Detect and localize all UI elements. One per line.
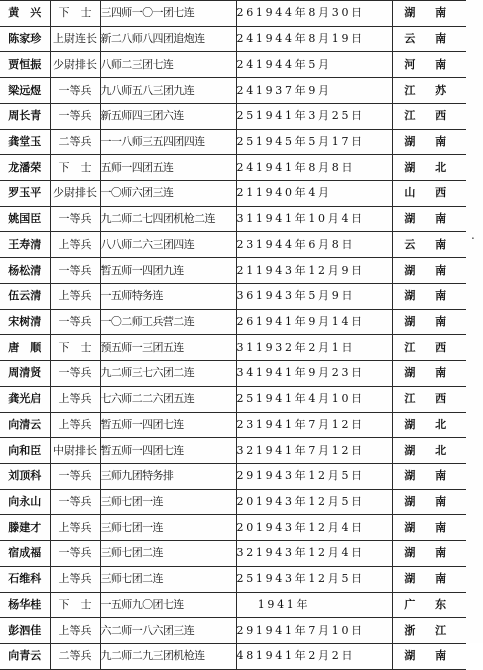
soldier-unit: 五师一四团五连	[100, 155, 236, 181]
soldier-unit: 新二八师八四团追炮连	[100, 26, 236, 52]
soldier-name: 周清贤	[0, 361, 50, 387]
soldier-native-place: 湖 南	[392, 643, 466, 669]
soldier-name: 杨华桂	[0, 592, 50, 618]
soldier-age-and-death-date: 2 1 1 9 4 3 年 1 2 月 9 日	[236, 258, 392, 284]
soldier-age-and-death-date: 2 6 1 9 4 1 年 9 月 1 4 日	[236, 309, 392, 335]
soldier-native-place: 广 东	[392, 592, 466, 618]
soldier-rank: 少尉排长	[50, 181, 100, 207]
soldier-native-place: 湖 南	[392, 1, 466, 27]
soldier-rank: 中尉排长	[50, 438, 100, 464]
soldier-age-and-death-date: 2 5 1 9 4 3 年 1 2 月 5 日	[236, 566, 392, 592]
soldier-native-place: 江 西	[392, 386, 466, 412]
soldier-unit: 新五师四三团六连	[100, 103, 236, 129]
soldier-rank: 一等兵	[50, 78, 100, 104]
soldier-rank: 下 士	[50, 592, 100, 618]
soldier-name: 龙潘荣	[0, 155, 50, 181]
table-row	[0, 618, 466, 644]
soldier-native-place: 江 西	[392, 103, 466, 129]
soldier-unit: 一〇师六团三连	[100, 181, 236, 207]
soldier-native-place: 云 南	[392, 26, 466, 52]
soldier-age-and-death-date: 2 6 1 9 4 4 年 8 月 3 0 日	[236, 1, 392, 27]
soldier-age-and-death-date: 2 5 1 9 4 1 年 4 月 1 0 日	[236, 386, 392, 412]
soldier-unit: 八师二三团七连	[100, 52, 236, 78]
soldier-name: 彭泗佳	[0, 618, 50, 644]
roster-body	[0, 1, 466, 670]
table-row	[0, 155, 466, 181]
soldier-unit: 预五师一三团五连	[100, 335, 236, 361]
soldier-age-and-death-date: 4 8 1 9 4 1 年 2 月 2 日	[236, 643, 392, 669]
table-row	[0, 541, 466, 567]
soldier-name: 石维科	[0, 566, 50, 592]
table-row	[0, 361, 466, 387]
soldier-unit: 九二师三七六团二连	[100, 361, 236, 387]
soldier-name: 贾恒振	[0, 52, 50, 78]
soldier-rank: 下 士	[50, 155, 100, 181]
soldier-age-and-death-date: 2 4 1 9 4 1 年 8 月 8 日	[236, 155, 392, 181]
soldier-native-place: 湖 南	[392, 566, 466, 592]
soldier-age-and-death-date: 3 2 1 9 4 3 年 1 2 月 4 日	[236, 541, 392, 567]
table-row	[0, 206, 466, 232]
soldier-unit: 九二师二七四团机枪二连	[100, 206, 236, 232]
soldier-age-and-death-date: 3 1 1 9 3 2 年 2 月 1 日	[236, 335, 392, 361]
soldier-unit: 三师七团二连	[100, 541, 236, 567]
table-row	[0, 412, 466, 438]
table-row	[0, 258, 466, 284]
soldier-name: 向青云	[0, 643, 50, 669]
soldier-name: 姚国臣	[0, 206, 50, 232]
soldier-rank: 下 士	[50, 335, 100, 361]
soldier-unit: 三师七团一连	[100, 515, 236, 541]
soldier-age-and-death-date: 2 3 1 9 4 1 年 7 月 1 2 日	[236, 412, 392, 438]
soldier-unit: 九八师五八三团九连	[100, 78, 236, 104]
soldier-rank: 一等兵	[50, 361, 100, 387]
soldier-age-and-death-date: 2 5 1 9 4 5 年 5 月 1 7 日	[236, 129, 392, 155]
soldier-unit: 三四师一〇一团七连	[100, 1, 236, 27]
soldier-name: 陈家珍	[0, 26, 50, 52]
stray-mark: .	[471, 228, 475, 242]
soldier-unit: 九二师二九三团机枪连	[100, 643, 236, 669]
soldier-name: 向永山	[0, 489, 50, 515]
soldier-unit: 六二师一八六团三连	[100, 618, 236, 644]
soldier-rank: 上尉连长	[50, 26, 100, 52]
table-row	[0, 232, 466, 258]
soldier-age-and-death-date: 3 2 1 9 4 1 年 7 月 1 2 日	[236, 438, 392, 464]
table-row	[0, 129, 466, 155]
soldier-age-and-death-date: 1 9 4 1 年	[236, 592, 392, 618]
soldier-rank: 上等兵	[50, 618, 100, 644]
soldier-unit: 一〇二师工兵营二连	[100, 309, 236, 335]
soldier-native-place: 湖 南	[392, 361, 466, 387]
table-row	[0, 78, 466, 104]
soldier-name: 宿成福	[0, 541, 50, 567]
soldier-rank: 一等兵	[50, 206, 100, 232]
soldier-rank: 一等兵	[50, 309, 100, 335]
soldier-unit: 一一八师三五四团四连	[100, 129, 236, 155]
soldier-rank: 上等兵	[50, 515, 100, 541]
table-row	[0, 283, 466, 309]
table-row	[0, 26, 466, 52]
soldier-native-place: 湖 南	[392, 309, 466, 335]
soldier-rank: 一等兵	[50, 103, 100, 129]
table-row	[0, 103, 466, 129]
table-row	[0, 592, 466, 618]
soldier-name: 宋树清	[0, 309, 50, 335]
soldier-native-place: 湖 南	[392, 463, 466, 489]
table-row	[0, 1, 466, 27]
soldier-unit: 一五师特务连	[100, 283, 236, 309]
soldier-age-and-death-date: 2 4 1 9 4 4 年 8 月 1 9 日	[236, 26, 392, 52]
soldier-native-place: 湖 南	[392, 129, 466, 155]
soldier-name: 龚堂玉	[0, 129, 50, 155]
soldier-name: 周长青	[0, 103, 50, 129]
soldier-name: 滕建才	[0, 515, 50, 541]
soldier-native-place: 云 南	[392, 232, 466, 258]
soldier-native-place: 湖 南	[392, 541, 466, 567]
soldier-rank: 上等兵	[50, 232, 100, 258]
soldier-unit: 七六师二二六团五连	[100, 386, 236, 412]
soldier-name: 黄 兴	[0, 1, 50, 27]
table-row	[0, 643, 466, 669]
soldier-unit: 一五师九〇团七连	[100, 592, 236, 618]
soldier-native-place: 河 南	[392, 52, 466, 78]
soldier-age-and-death-date: 3 1 1 9 4 1 年 1 0 月 4 日	[236, 206, 392, 232]
soldier-name: 唐 顺	[0, 335, 50, 361]
table-row	[0, 52, 466, 78]
table-row	[0, 566, 466, 592]
soldier-unit: 八八师二六三团四连	[100, 232, 236, 258]
soldier-native-place: 湖 南	[392, 489, 466, 515]
table-row	[0, 489, 466, 515]
table-row	[0, 335, 466, 361]
soldier-name: 龚光启	[0, 386, 50, 412]
soldier-native-place: 湖 南	[392, 258, 466, 284]
table-row	[0, 515, 466, 541]
soldier-native-place: 湖 南	[392, 283, 466, 309]
soldier-rank: 上等兵	[50, 283, 100, 309]
soldier-name: 伍云清	[0, 283, 50, 309]
soldier-unit: 三师七团一连	[100, 489, 236, 515]
table-row	[0, 463, 466, 489]
soldier-rank: 一等兵	[50, 489, 100, 515]
soldier-age-and-death-date: 2 1 1 9 4 0 年 4 月	[236, 181, 392, 207]
soldier-unit: 暂五师一四团七连	[100, 438, 236, 464]
soldier-age-and-death-date: 2 0 1 9 4 3 年 1 2 月 4 日	[236, 515, 392, 541]
soldier-native-place: 湖 北	[392, 412, 466, 438]
soldier-name: 梁远煜	[0, 78, 50, 104]
soldier-native-place: 江 西	[392, 335, 466, 361]
soldier-native-place: 湖 北	[392, 155, 466, 181]
soldier-native-place: 湖 南	[392, 515, 466, 541]
soldier-age-and-death-date: 2 9 1 9 4 1 年 7 月 1 0 日	[236, 618, 392, 644]
soldier-rank: 上等兵	[50, 566, 100, 592]
soldier-age-and-death-date: 3 4 1 9 4 1 年 9 月 2 3 日	[236, 361, 392, 387]
soldier-rank: 少尉排长	[50, 52, 100, 78]
soldier-unit: 暂五师一四团九连	[100, 258, 236, 284]
soldier-age-and-death-date: 2 3 1 9 4 4 年 6 月 8 日	[236, 232, 392, 258]
soldier-native-place: 浙 江	[392, 618, 466, 644]
table-row	[0, 438, 466, 464]
soldier-age-and-death-date: 2 5 1 9 4 1 年 3 月 2 5 日	[236, 103, 392, 129]
soldier-rank: 一等兵	[50, 258, 100, 284]
table-row	[0, 386, 466, 412]
soldier-age-and-death-date: 2 4 1 9 4 4 年 5 月	[236, 52, 392, 78]
soldier-age-and-death-date: 2 9 1 9 4 3 年 1 2 月 5 日	[236, 463, 392, 489]
soldier-name: 罗玉平	[0, 181, 50, 207]
soldier-native-place: 湖 南	[392, 206, 466, 232]
soldier-age-and-death-date: 2 0 1 9 4 3 年 1 2 月 5 日	[236, 489, 392, 515]
soldier-rank: 一等兵	[50, 463, 100, 489]
soldier-rank: 二等兵	[50, 643, 100, 669]
soldier-name: 刘顶科	[0, 463, 50, 489]
soldier-rank: 上等兵	[50, 386, 100, 412]
soldier-unit: 三师九团特务排	[100, 463, 236, 489]
soldier-name: 向和臣	[0, 438, 50, 464]
soldier-age-and-death-date: 2 4 1 9 3 7 年 9 月	[236, 78, 392, 104]
soldier-rank: 上等兵	[50, 412, 100, 438]
soldier-name: 杨松清	[0, 258, 50, 284]
table-row	[0, 181, 466, 207]
soldier-native-place: 湖 北	[392, 438, 466, 464]
table-row	[0, 309, 466, 335]
soldier-age-and-death-date: 3 6 1 9 4 3 年 5 月 9 日	[236, 283, 392, 309]
soldier-rank: 一等兵	[50, 541, 100, 567]
soldier-name: 王寿清	[0, 232, 50, 258]
soldier-native-place: 江 苏	[392, 78, 466, 104]
soldier-native-place: 山 西	[392, 181, 466, 207]
soldier-rank: 二等兵	[50, 129, 100, 155]
soldier-rank: 下 士	[50, 1, 100, 27]
soldier-unit: 三师七团二连	[100, 566, 236, 592]
soldier-name: 向清云	[0, 412, 50, 438]
soldier-unit: 暂五师一四团七连	[100, 412, 236, 438]
